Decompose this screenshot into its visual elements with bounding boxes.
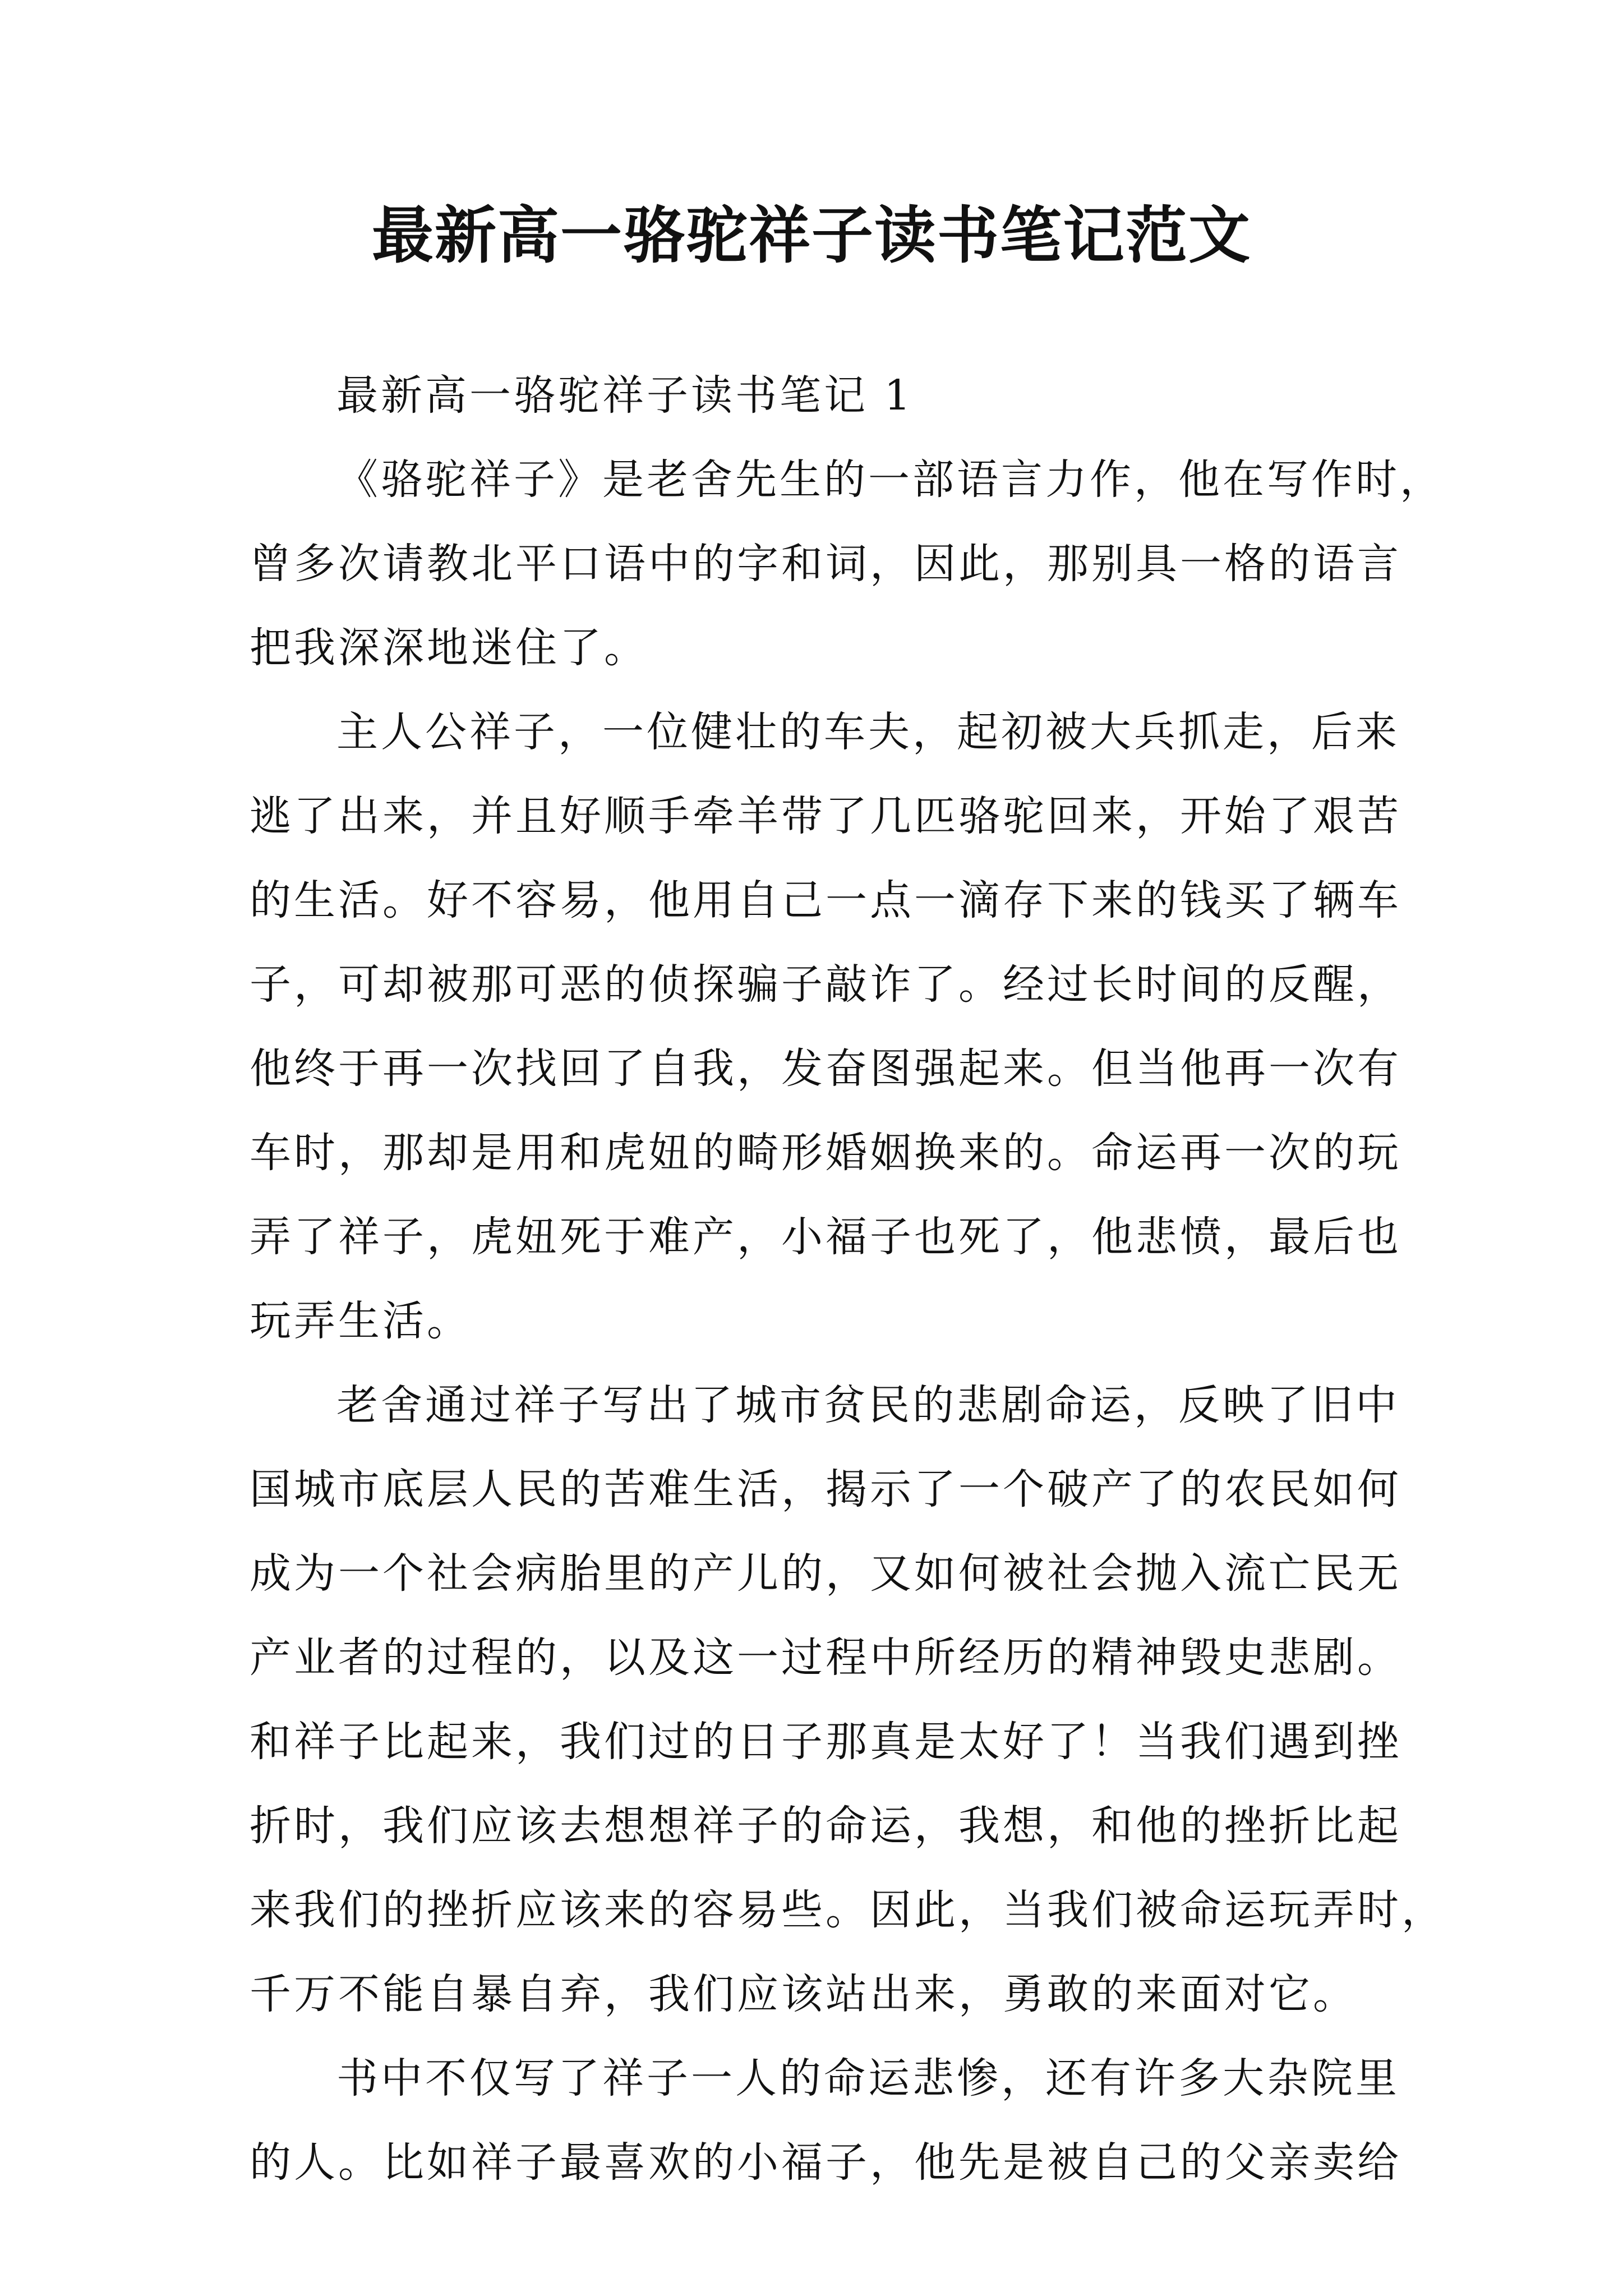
paragraph-line: 国城市底层人民的苦难生活，揭示了一个破产了的农民如何 [250,1465,1401,1513]
paragraph-line: 和祥子比起来，我们过的日子那真是太好了！当我们遇到挫 [250,1718,1401,1766]
paragraph-line: 把我深深地迷住了。 [250,624,648,672]
paragraph-line: 弄了祥子，虎妞死于难产，小福子也死了，他悲愤，最后也 [250,1213,1401,1261]
paragraph-line: 老舍通过祥子写出了城市贫民的悲剧命运，反映了旧中 [336,1381,1400,1429]
paragraph-line: 书中不仅写了祥子一人的命运悲惨，还有许多大杂院里 [336,2054,1400,2102]
paragraph-line: 的生活。好不容易，他用自己一点一滴存下来的钱买了辆车 [250,876,1401,924]
paragraph-line: 逃了出来，并且好顺手牵羊带了几匹骆驼回来，开始了艰苦 [250,792,1401,840]
paragraph-line: 车时，那却是用和虎妞的畸形婚姻换来的。命运再一次的玩 [250,1129,1401,1177]
paragraph-line: 曾多次请教北平口语中的字和词，因此，那别具一格的语言 [250,540,1401,588]
paragraph-line: 千万不能自暴自弃，我们应该站出来，勇敢的来面对它。 [250,1970,1357,2018]
section-heading: 最新高一骆驼祥子读书笔记 1 [336,371,914,420]
paragraph-line: 《骆驼祥子》是老舍先生的一部语言力作，他在写作时， [336,455,1444,504]
paragraph-line: 折时，我们应该去想想祥子的命运，我想，和他的挫折比起 [250,1802,1401,1850]
paragraph-line: 产业者的过程的，以及这一过程中所经历的精神毁史悲剧。 [250,1634,1401,1682]
document-title: 最新高一骆驼祥子读书笔记范文 [372,199,1251,272]
paragraph-line: 主人公祥子，一位健壮的车夫，起初被大兵抓走，后来 [336,708,1400,756]
paragraph-line: 的人。比如祥子最喜欢的小福子，他先是被自己的父亲卖给 [250,2138,1401,2187]
paragraph-line: 成为一个社会病胎里的产儿的，又如何被社会抛入流亡民无 [250,1549,1401,1598]
paragraph-line: 子，可却被那可恶的侦探骗子敲诈了。经过长时间的反醒， [250,960,1401,1009]
paragraph-line: 来我们的挫折应该来的容易些。因此，当我们被命运玩弄时， [250,1886,1446,1934]
paragraph-line: 玩弄生活。 [250,1297,471,1345]
paragraph-line: 他终于再一次找回了自我，发奋图强起来。但当他再一次有 [250,1045,1401,1093]
